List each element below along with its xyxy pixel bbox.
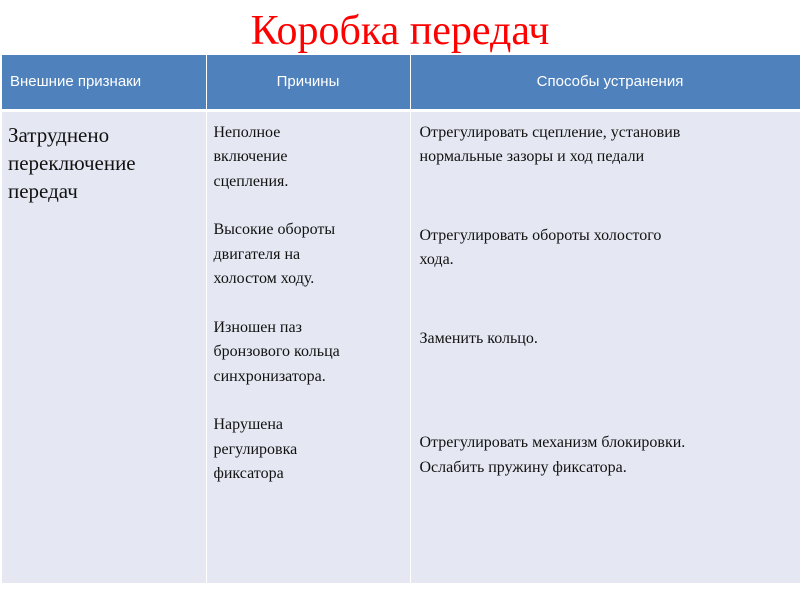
header-remedies: Способы устранения xyxy=(410,55,800,110)
cause-item: Нарушена регулировка фиксатора xyxy=(213,416,298,482)
header-causes: Причины xyxy=(206,55,410,110)
slide-title: Коробка передач xyxy=(250,8,550,54)
header-external-signs: Внешние признаки xyxy=(2,55,206,110)
table-row xyxy=(2,110,800,583)
cause-item: Неполное включение сцепления. xyxy=(213,123,289,190)
remedy-item: Заменить кольцо. xyxy=(419,329,538,347)
sign-text: Затруднено переключение передач xyxy=(8,122,136,203)
remedy-item: Отрегулировать механизм блокировки. Ослабить пружину фиксатора. xyxy=(419,434,686,476)
malfunction-table xyxy=(2,55,800,583)
remedy-item: Отрегулировать сцепление, установив нормальные зазоры и ход педали xyxy=(419,123,681,165)
remedy-item: Отрегулировать обороты холостого хода. xyxy=(419,226,662,268)
cell-sign xyxy=(2,110,206,583)
cause-item: Высокие обороты двигателя на холостом ходу. xyxy=(213,221,336,287)
cause-item: Изношен паз бронзового кольца синхронизатора. xyxy=(213,318,340,385)
table-header-row xyxy=(2,55,800,110)
cell-causes xyxy=(206,110,410,583)
cell-remedies xyxy=(410,110,800,583)
